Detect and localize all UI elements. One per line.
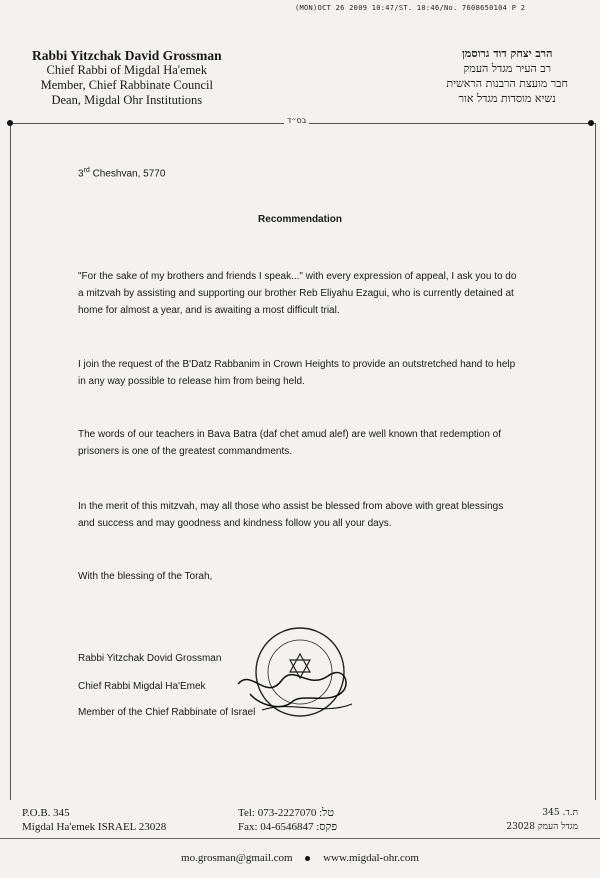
footer-pob: P.O.B. 345 xyxy=(22,807,70,819)
footer-phone-block xyxy=(238,806,337,834)
footer-address: Migdal Ha'emek ISRAEL 23028 xyxy=(22,821,167,833)
letterhead-name: Rabbi Yitzchak David Grossman xyxy=(32,48,222,63)
paragraph: In the merit of this mitzvah, may all those who assist be blessed from above with great blessings and success and may goodness and kindness follow you all your days. xyxy=(78,501,504,529)
letterhead-line: Chief Rabbi of Migdal Ha'emek xyxy=(46,63,208,77)
bsd-mark: בס״ד xyxy=(284,116,309,125)
footer-tel: Tel: 073-2227070 :טל xyxy=(238,807,334,819)
signature-title: Member of the Chief Rabbinate of Israel xyxy=(78,707,256,718)
footer-address-hebrew xyxy=(506,806,578,834)
letter-date: 3rd Cheshvan, 5770 xyxy=(78,167,166,180)
footer-address-english xyxy=(22,806,166,834)
letterhead-hebrew-name: הרב יצחק דוד גרוסמן xyxy=(462,47,553,60)
website-link[interactable]: www.migdal-ohr.com xyxy=(323,852,419,864)
bullet-icon xyxy=(305,856,310,861)
footer-rule xyxy=(0,838,600,839)
paragraph: The words of our teachers in Bava Batra (daf chet amud alef) are well known that redemption of prisoners is one of the greatest commandments. xyxy=(78,429,501,457)
paragraph: I join the request of the B'Datz Rabbanim in Crown Heights to provide an outstretched hand to help in any way possible to release him from being held. xyxy=(78,359,516,387)
letter-title: Recommendation xyxy=(258,214,342,225)
rabbinical-stamp-icon xyxy=(232,620,362,720)
signature-name: Rabbi Yitzchak Dovid Grossman xyxy=(78,653,222,664)
letterhead-hebrew-line: רב העיר מגדל העמק xyxy=(463,62,551,75)
corner-dot-icon xyxy=(7,120,13,126)
paragraph: "For the sake of my brothers and friends I speak..." with every expression of appeal, I ask you to do a mitzvah by assisting and supporting our brother Reb Eliyahu Ezagui, who is currently detained at home for almost a year, and is awaiting a most difficult trial. xyxy=(78,271,517,316)
fax-header: (MON)OCT 26 2009 10:47/ST. 10:46/No. 7608650104 P 2 xyxy=(295,4,526,12)
letterhead-hebrew xyxy=(446,46,568,106)
footer-fax: Fax: 04-6546847 :פקס xyxy=(238,821,338,833)
letterhead-hebrew-line: נשיא מוסדות מגדל אור xyxy=(458,92,556,105)
letterhead-line: Member, Chief Rabbinate Council xyxy=(40,78,214,92)
signature-title: Chief Rabbi Migdal Ha'Emek xyxy=(78,681,206,692)
footer-address-hebrew-line: מגדל העמק 23028 xyxy=(506,822,578,832)
closing: With the blessing of the Torah, xyxy=(78,571,213,582)
footer-pob-hebrew: ת.ד. 345 xyxy=(542,808,578,818)
contact-line xyxy=(0,852,600,864)
letterhead-line: Dean, Migdal Ohr Institutions xyxy=(51,93,203,107)
corner-dot-icon xyxy=(588,120,594,126)
letterhead-english xyxy=(32,48,222,108)
letterhead-hebrew-line: חבר מועצת הרבנות הראשית xyxy=(446,77,568,90)
email-link[interactable]: mo.grosman@gmail.com xyxy=(181,852,293,864)
